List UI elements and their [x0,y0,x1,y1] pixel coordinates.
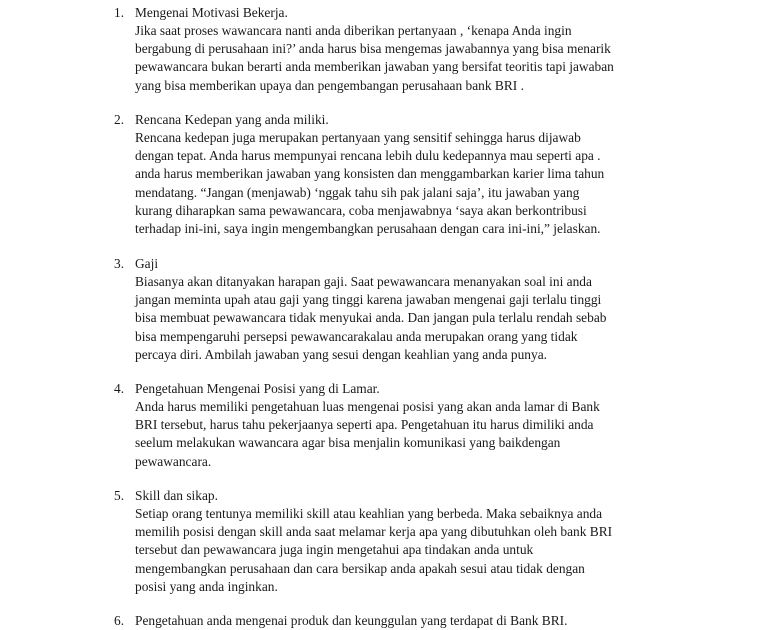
item-heading: Pengetahuan anda mengenai produk dan keunggulan yang terdapat di Bank BRI. [135,613,568,628]
paragraph-line: seelum melakukan wawancara agar bisa menjalin komunikasi yang baikdengan [135,435,561,451]
paragraph-line: yang bisa memberikan upaya dan pengembangan perusahaan bank BRI . [135,77,524,93]
item-paragraph [135,129,604,238]
paragraph-line: memilih posisi dengan skill anda saat melamar kerja apa yang dibutuhkan oleh bank BRI [135,524,613,540]
paragraph-line: bisa membuat pewawancara tidak menyukai anda. Dan jangan pula terlalu rendah sebab [135,310,607,326]
paragraph-line: BRI tersebut, harus tahu pekerjaanya seperti apa. Pengetahuan itu harus dimiliki anda [135,417,594,433]
paragraph-line: Jika saat proses wawancara nanti anda diberikan pertanyaan , ‘kenapa Anda ingin [135,23,572,38]
item-heading: Skill dan sikap. [135,488,218,503]
item-heading: Gaji [135,256,159,271]
paragraph-line: mendatang. “Jangan (menjawab) ‘nggak tahu sih pak jalani saja’, itu jawaban yang [135,184,580,200]
paragraph-line: Biasanya akan ditanyakan harapan gaji. Saat pewawancara menanyakan soal ini anda [135,274,592,289]
list-number: 6. [114,613,125,628]
list-number: 5. [114,488,125,503]
paragraph-line: tersebut dan pewawancara juga ingin mengetahui apa tindakan anda untuk [135,542,534,558]
paragraph-line: terhadap ini-ini, saya ingin mengembangkan perusahaan dengan cara ini-ini,” jelaskan. [135,221,601,237]
item-heading: Pengetahuan Mengenai Posisi yang di Lamar. [135,381,380,396]
paragraph-line: Anda harus memiliki pengetahuan luas mengenai posisi yang akan anda lamar di Bank [135,399,600,414]
paragraph-line: dengan tepat. Anda harus mempunyai rencana lebih dulu kedepannya mau seperti apa . [135,148,601,164]
paragraph-line: Setiap orang tentunya memiliki skill atau keahlian yang berbeda. Maka sebaiknya anda [135,506,603,521]
paragraph-line: percaya diri. Ambilah jawaban yang sesui dengan keahlian yang anda punya. [135,346,547,362]
paragraph-line: kurang diharapkan sama pewawancara, coba menjawabnya ‘saya akan berkontribusi [135,202,587,218]
paragraph-line: jangan meminta upah atau gaji yang tinggi karena jawaban mengenai gaji terlalu tinggi [135,292,602,308]
item-paragraph [135,505,612,596]
list-number: 4. [114,381,125,396]
list-number: 1. [114,5,125,20]
item-paragraph [135,22,614,95]
paragraph-line: mengembangkan perusahaan dan cara bersikap anda apakah sesui atau tidak dengan [135,560,585,576]
list-number: 3. [114,256,125,271]
item-paragraph [135,398,600,471]
paragraph-line: bisa mempengaruhi persepsi pewawancarakalau anda merupakan orang yang tidak [135,328,578,344]
paragraph-line: pewawancara bukan berarti anda memberikan jawaban yang bersifat teoritis tapi jawaban [135,59,614,75]
paragraph-line: anda harus memberikan jawaban yang konsisten dan menggambarkan karier lima tahun [135,166,605,182]
list-number: 2. [114,112,125,127]
item-heading: Mengenai Motivasi Bekerja. [135,5,288,20]
paragraph-line: pewawancara. [135,453,212,469]
item-heading: Rencana Kedepan yang anda miliki. [135,112,329,127]
paragraph-line: posisi yang anda inginkan. [135,578,278,594]
item-paragraph [135,273,606,364]
paragraph-line: Rencana kedepan juga merupakan pertanyaan yang sensitif sehingga harus dijawab [135,130,581,145]
paragraph-line: bergabung di perusahaan ini?’ anda harus bisa mengemas jawabannya yang bisa menarik [135,41,611,57]
